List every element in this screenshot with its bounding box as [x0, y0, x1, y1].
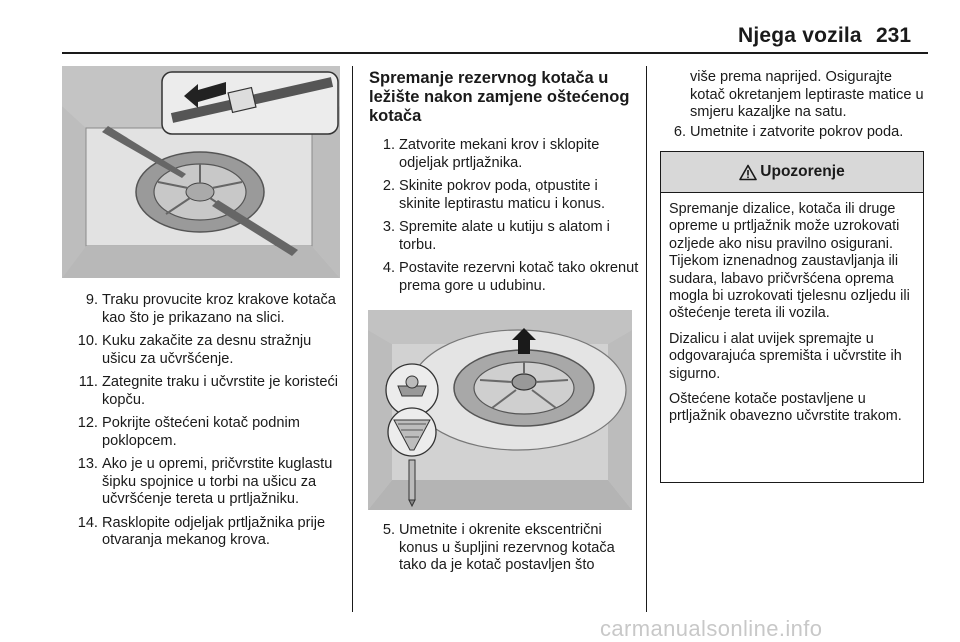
list-item: 11. Zategnite traku i učvrstite je koristeći kopču. — [78, 374, 339, 408]
illustration-wheel-well — [368, 310, 632, 510]
steps-list-left — [72, 292, 344, 556]
warning-header — [661, 152, 923, 193]
watermark: carmanualsonline.info — [600, 616, 823, 641]
warning-triangle-icon — [739, 164, 757, 181]
steps-list-right — [660, 124, 930, 148]
page-header-title: Njega vozila — [738, 24, 862, 47]
steps-list-middle-continued — [369, 522, 639, 581]
list-item: 13. Ako je u opremi, pričvrstite kuglastu šipku spojnice u torbi na ušicu za učvršćenje tereta u prtljažniku. — [77, 456, 333, 507]
list-item: 14. Rasklopite odjeljak prtljažnika prije otvaranja mekanog krova. — [77, 514, 326, 548]
continued-step-text: više prema naprijed. Osigurajte kotač okretanjem leptiraste matice u smjeru kazaljke na satu. — [690, 69, 924, 120]
illustration-strapped-wheel — [62, 66, 340, 278]
warning-box — [660, 151, 924, 483]
list-item: 10. Kuku zakačite za desnu stražnju ušicu za učvršćenje. — [77, 333, 312, 367]
list-item: 4. Postavite rezervni kotač tako okrenut prema gore u udubinu. — [382, 260, 639, 294]
list-item: 9. Traku provucite kroz krakove kotača kao što je prikazano na slici. — [85, 292, 336, 326]
warning-title: Upozorenje — [760, 163, 845, 180]
figure-wheel-well — [368, 310, 632, 510]
header-rule — [62, 52, 928, 54]
column-divider-left — [352, 66, 353, 612]
warning-paragraph: Dizalicu i alat uvijek spremajte u odgovarajuća spremišta i učvrstite ih sigurno. — [669, 330, 902, 382]
list-item: 6. Umetnite i zatvorite pokrov poda. — [673, 124, 904, 140]
page-number: 231 — [876, 24, 912, 47]
section-heading: Spremanje rezervnog kotača u ležište nakon zamjene oštećenog kotača — [369, 69, 630, 125]
list-item: 5. Umetnite i okrenite ekscentrični konus u šupljini rezervnog kotača tako da je kotač postavljen što — [382, 522, 615, 573]
warning-paragraph: Oštećene kotače postavljene u prtljažnik obavezno učvrstite trakom. — [669, 391, 902, 425]
warning-paragraph: Spremanje dizalice, kotača ili druge opreme u prtljažnik može uzrokovati ozljede ako nisu pravilno osigurani. Tijekom iznenadnog zaustavljanja ili sudara, labavo pričvršćena oprema mogla bi uzrokovati tjelesnu ozljedu ili oštećenje tereta ili vozila. — [669, 201, 910, 322]
list-item: 3. Spremite alate u kutiju s alatom i torbu. — [382, 219, 610, 253]
warning-body — [661, 193, 923, 426]
list-item: 12. Pokrijte oštećeni kotač podnim poklopcem. — [77, 415, 300, 449]
figure-strapped-wheel — [62, 66, 340, 278]
list-item: 1. Zatvorite mekani krov i sklopite odjeljak prtljažnika. — [382, 137, 600, 171]
steps-list-middle — [369, 137, 639, 301]
column-divider-right — [646, 66, 647, 612]
list-item: 2. Skinite pokrov poda, otpustite i skinite leptirastu maticu i konus. — [382, 178, 606, 212]
